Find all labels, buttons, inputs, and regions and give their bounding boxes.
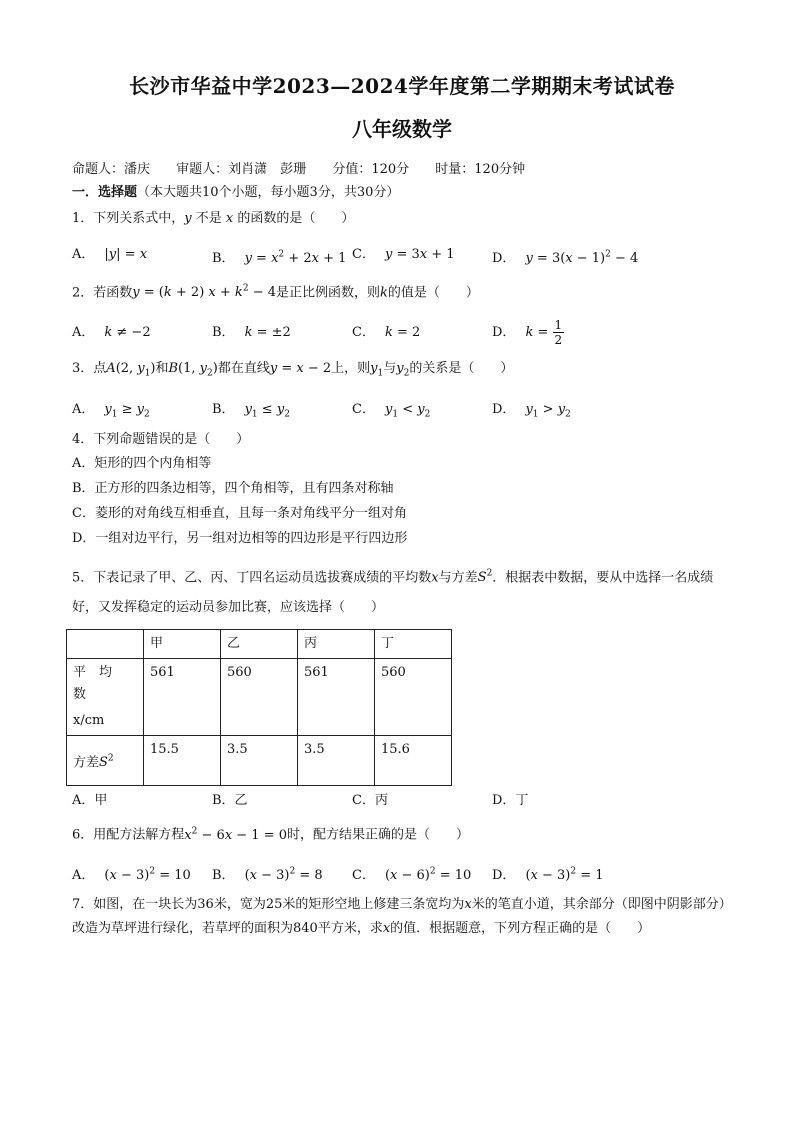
question-number: 4．	[72, 431, 94, 447]
question-3-stem: 3．点A(2, $y_1$)和B(1, $y_2$)都在直线y = x − 2上，则$y_1$与$y_2$的关系是（ ）	[72, 361, 514, 379]
table-cell: 3.5	[298, 736, 375, 786]
stem-text: 都在直线	[217, 361, 270, 377]
option-c[interactable]: C．菱形的对角线互相垂直，且每一条对角线平分一组对角	[72, 505, 407, 521]
stem-text: 米的笔直小道，其余部分（即图中阴影部分）改造为草坪进行绿化，若草坪的面积为840平方米，求	[72, 896, 732, 936]
stem-text: 的值是（ ）	[387, 285, 479, 301]
option-b[interactable]: B． $y = x^2 + 2x + 1$	[212, 250, 347, 267]
question-5-stem: 5．下表记录了甲、乙、丙、丁四名运动员选拔赛成绩的平均数x与方差$S^2$．根据表中数据，要从中选择一名成绩好，又发挥稳定的运动员参加比赛，应该选择（ ）	[72, 568, 714, 616]
option-label: D．	[492, 867, 516, 883]
question-5	[72, 559, 732, 814]
option-label: B．	[212, 325, 235, 341]
exam-info	[72, 160, 732, 180]
table-row	[67, 659, 452, 736]
question-4	[72, 429, 732, 551]
option-a[interactable]: A．矩形的四个内角相等	[72, 455, 212, 471]
option-d[interactable]: D．丁	[492, 793, 529, 809]
question-6	[72, 820, 732, 884]
question-number: 1．	[72, 211, 94, 226]
question-6-stem: 6．用配方法解方程$x^2 - 6x - 1 = 0$时，配方结果正确的是（ ）	[72, 826, 470, 843]
question-4-options	[72, 451, 732, 551]
row-label: 方差$S^2$	[67, 736, 144, 786]
stem-text: 下表记录了甲、乙、丙、丁四名运动员选拔赛成绩的平均数	[93, 570, 432, 586]
option-label: B．	[212, 251, 235, 267]
question-7	[72, 893, 732, 941]
option-label: C．	[352, 325, 375, 341]
option-label: D．	[492, 251, 516, 267]
setter: 命题人：潘庆	[72, 162, 151, 177]
table-row	[67, 736, 452, 786]
table-cell	[67, 630, 144, 659]
option-a[interactable]: A．甲	[72, 793, 108, 809]
question-number: 5．	[72, 570, 94, 586]
stem-text: 不是	[191, 211, 226, 226]
question-3-options	[72, 397, 732, 423]
stem-text: 时，配方结果正确的是（ ）	[287, 827, 470, 843]
stem-text: 点	[93, 361, 107, 377]
option-d[interactable]: D． $y_1 > y_2$	[492, 401, 571, 420]
question-number: 6．	[72, 827, 94, 843]
question-number: 3．	[72, 361, 94, 377]
question-6-options	[72, 859, 732, 885]
reviewer: 审题人：刘肖潇 彭珊	[176, 162, 307, 177]
option-label: B．	[212, 401, 235, 417]
question-number: 7．	[72, 896, 94, 912]
question-3	[72, 358, 732, 423]
table-row	[67, 630, 452, 659]
table-cell: 560	[375, 659, 452, 736]
table-header: 甲	[144, 630, 221, 659]
table-header: 丁	[375, 630, 452, 659]
question-number: 2．	[72, 285, 94, 301]
option-c[interactable]: C． $(x - 6)^2 = 10$	[352, 866, 472, 883]
row-label	[67, 659, 144, 736]
question-2	[72, 278, 732, 350]
stem-text: 与	[383, 361, 397, 377]
option-c[interactable]: C． $y_1 < y_2$	[352, 401, 431, 420]
option-label: A．	[72, 867, 95, 883]
option-label: D．	[492, 325, 516, 341]
option-label: C．	[352, 867, 375, 883]
option-b[interactable]: B． $y_1 \le y_2$	[212, 401, 290, 420]
option-c[interactable]: C． k = 2	[352, 325, 421, 341]
option-label: D．	[492, 401, 516, 417]
option-a[interactable]: A． $(x - 3)^2 = 10$	[72, 866, 191, 883]
stem-text: 下列命题错误的是（ ）	[93, 431, 250, 447]
option-label: C．	[352, 247, 375, 262]
stem-text: 下列关系式中，	[93, 211, 185, 226]
question-1-stem: 1．下列关系式中，y 不是 x 的函数的是（ ）	[72, 211, 355, 226]
table-header: 丙	[298, 630, 375, 659]
stem-text: 若函数	[93, 285, 133, 301]
time: 时量：120分钟	[435, 162, 526, 177]
score: 分值：120分	[332, 162, 410, 177]
exam-page	[72, 70, 732, 941]
stem-text: 的关系是（ ）	[409, 361, 514, 377]
question-1-options	[72, 242, 732, 268]
question-7-stem: 7．如图，在一块长为36米，宽为25米的矩形空地上修建三条宽均为x米的笔直小道，其余部分（即图中阴影部分）改造为草坪进行绿化，若草坪的面积为840平方米，求x的值．根据题意，下列方程正确的是（ ）	[72, 896, 732, 936]
table-cell: 3.5	[221, 736, 298, 786]
stem-text: 和	[155, 361, 169, 377]
stem-text: 上，则	[331, 361, 371, 377]
option-d[interactable]: D． $(x - 3)^2 = 1$	[492, 866, 604, 883]
option-d[interactable]: D． k = $\frac{1}{2}$	[492, 318, 563, 348]
question-5-options	[72, 788, 732, 814]
table-cell: 15.5	[144, 736, 221, 786]
stem-text: 如图，在一块长为36米，宽为25米的矩形空地上修建三条宽均为	[93, 896, 465, 912]
option-b[interactable]: B．正方形的四条边相等，四个角相等，且有四条对称轴	[72, 480, 394, 496]
option-a[interactable]: A． k ≠ −2	[72, 325, 151, 341]
table-cell: 561	[144, 659, 221, 736]
question-1	[72, 208, 732, 268]
section-desc: （本大题共10个小题，每小题3分，共30分）	[137, 185, 400, 200]
option-d[interactable]: D． $y = 3(x - 1)^2 - 4$	[492, 250, 639, 267]
question-2-stem: 2．若函数y = (k + 2) $x + k^2 - 4$是正比例函数，则k的值是（ ）	[72, 284, 479, 301]
table-cell: 15.6	[375, 736, 452, 786]
option-d[interactable]: D．一组对边平行，另一组对边相等的四边形是平行四边形	[72, 530, 408, 546]
option-b[interactable]: B． $(x - 3)^2 = 8$	[212, 866, 323, 883]
stem-text: 与方差	[438, 570, 478, 586]
table-cell: 560	[221, 659, 298, 736]
table-header: 乙	[221, 630, 298, 659]
question-2-options	[72, 316, 732, 350]
option-a[interactable]: A． $y_1 \ge y_2$	[72, 401, 150, 420]
option-label: B．	[212, 867, 235, 883]
stem-text: 是正比例函数，则	[275, 285, 380, 301]
option-b[interactable]: B．乙	[212, 793, 248, 809]
stem-text: 的函数的是（ ）	[233, 211, 355, 226]
exam-title: 长沙市华益中学2023—2024学年度第二学期期末考试试卷	[129, 74, 675, 98]
row-label-unit: x/cm	[73, 713, 105, 729]
option-a[interactable]: A． |y| = x	[72, 247, 148, 262]
stem-text: 用配方法解方程	[93, 827, 185, 843]
option-c[interactable]: C． y = 3x + 1	[352, 247, 455, 262]
option-label: A．	[72, 325, 95, 341]
option-c[interactable]: C．丙	[352, 793, 388, 809]
section-heading	[72, 182, 732, 204]
scores-table	[66, 629, 452, 786]
option-label: A．	[72, 401, 95, 417]
table-cell: 561	[298, 659, 375, 736]
stem-text: ．根据表中数据，要从中选择一名成绩好，又发挥稳定的运动员参加比赛，应该选择（ ）	[72, 570, 714, 616]
option-b[interactable]: B． k = ±2	[212, 325, 291, 341]
question-4-stem	[72, 429, 732, 451]
exam-subtitle: 八年级数学	[352, 117, 452, 141]
section-label: 一．选择题	[72, 185, 138, 200]
row-label-text: 平 均 数	[73, 665, 126, 703]
option-label: C．	[352, 401, 375, 417]
stem-text: 的值．根据题意，下列方程正确的是（ ）	[390, 920, 651, 936]
option-label: A．	[72, 247, 95, 262]
row-label-text: 方差	[73, 754, 100, 770]
